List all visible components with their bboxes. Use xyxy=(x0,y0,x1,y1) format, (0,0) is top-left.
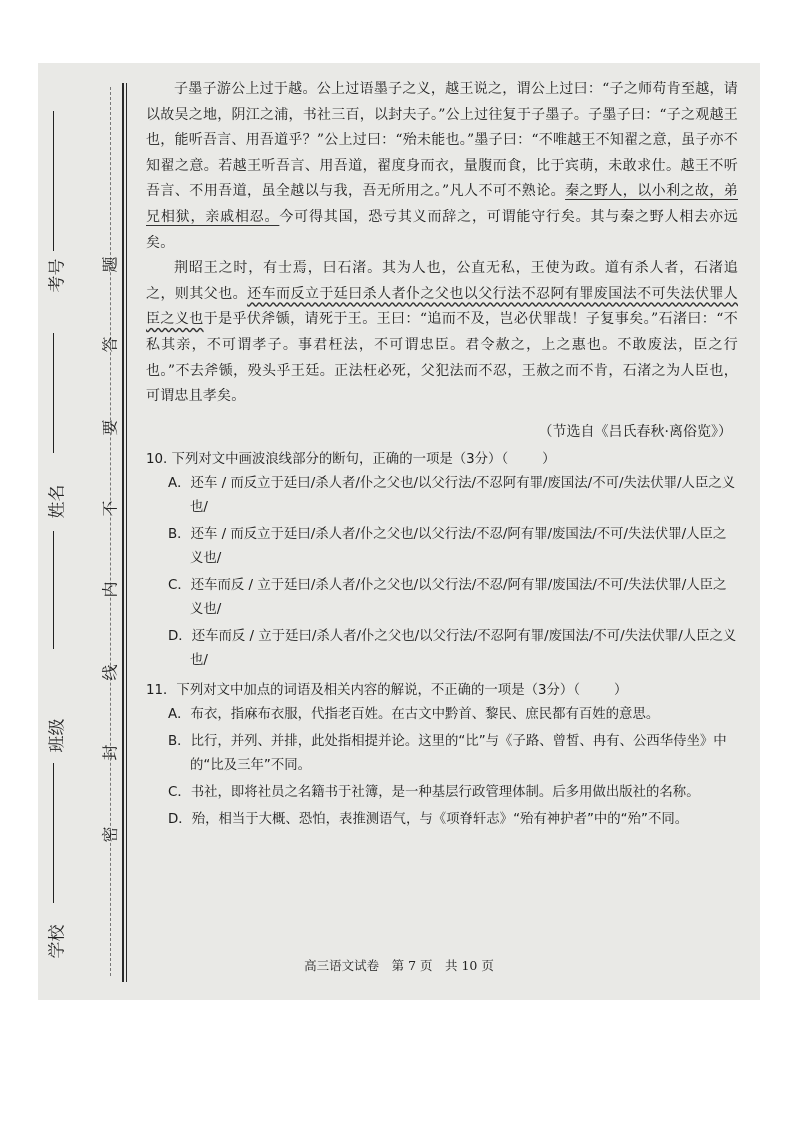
field-label-exam-number: 考号 xyxy=(47,258,68,293)
question-10-stem xyxy=(146,448,738,472)
question-10-option-d: D．还车而反 / 立于廷曰/杀人者/仆之父也/以父行法/不忍阿有罪/废国法/不可/失法伏罪/人臣之义也/ xyxy=(168,628,737,668)
passage-p2-wavy-underlined: 还车而反立于廷曰杀人者仆之父也以父行法不忍阿有罪废国法不可失法伏罪人臣之义也 xyxy=(146,285,738,328)
field-label-class: 班级 xyxy=(47,718,68,753)
question-11-option-d: D．殆，相当于大概、恐怕，表推测语气，与《项脊轩志》“殆有神护者”中的“殆”不同。 xyxy=(168,811,689,827)
exam-number-blank xyxy=(53,111,54,251)
seal-char-mi: 密 xyxy=(100,826,120,843)
gutter-border-line xyxy=(122,83,124,982)
question-10-option-b: B．还车 / 而反立于廷曰/杀人者/仆之父也/以父行法/不忍/阿有罪/废国法/不可/失法伏罪/人臣之义也/ xyxy=(168,526,727,566)
class-blank xyxy=(53,763,54,903)
question-11 xyxy=(146,679,738,832)
passage-p2-text-b: 于是乎伏斧锧，请死于王。王曰：“追而不及，岂必伏罪哉！子复事矣。”石渚曰：“不私其亲，不可谓孝子。事君枉法，不可谓忠臣。君令赦之，上之惠也。不敢废法，臣之行也。”不去斧锧，殁头乎王廷。正法枉必死，父犯法而不忍，王赦之而不肯，石渚之为人臣也，可谓忠且孝矣。 xyxy=(146,311,738,405)
question-10 xyxy=(146,448,738,673)
seal-char-da: 答 xyxy=(100,336,120,353)
passage-p1-text-b: 今可得其国，恐亏其义而辞之，可谓能守行矣。其与秦之野人相去亦远矣。 xyxy=(146,208,738,251)
passage-p1-underlined: 秦之野人，以小利之故，弟兄相狱，亲戚相忍。 xyxy=(146,183,738,225)
exam-number-blank-lower xyxy=(53,333,54,453)
gutter-border-line-thin xyxy=(126,83,127,982)
question-11-option-a: A．布衣，指麻布衣服，代指老百姓。在古文中黔首、黎民、庶民都有百姓的意思。 xyxy=(168,706,660,722)
question-11-option-c: C．书社，即将社员之名籍书于社簿，是一种基层行政管理体制。后多用做出版社的名称。 xyxy=(168,784,700,800)
exam-content xyxy=(146,77,738,832)
seal-char-bu: 不 xyxy=(100,500,120,517)
name-blank xyxy=(53,531,54,649)
passage-p1-text-a: 子墨子游公上过于越。公上过语墨子之义，越王说之，谓公上过曰：“子之师苟肯至越，请以故吴之地，阴江之浦，书社三百，以封夫子。”公上过往复于子墨子。子墨子曰：“子之观越王也，能听吾言、用吾道乎？”公上过曰：“殆未能也。”墨子曰：“不唯越王不知翟之意，虽子亦不知翟之意。若越王听吾言、用吾道，翟度身而衣，量腹而食，比于宾萌，未敢求仕。越王不听吾言、不用吾道，虽全越以与我，吾无所用之。”凡人不可不熟论。 xyxy=(146,81,738,200)
question-10-option-a: A．还车 / 而反立于廷曰/杀人者/仆之父也/以父行法/不忍阿有罪/废国法/不可/失法伏罪/人臣之义也/ xyxy=(168,475,736,515)
seal-char-feng: 封 xyxy=(100,744,120,761)
seal-dashed-line xyxy=(110,87,111,976)
page-footer: 高三语文试卷 第 7 页 共 10 页 xyxy=(304,958,494,973)
seal-char-nei: 内 xyxy=(100,581,120,598)
question-11-stem-text: 11．下列对文中加点的词语及相关内容的解说，不正确的一项是（3分）（ xyxy=(146,682,580,698)
question-11-stem xyxy=(146,679,738,703)
field-label-name: 姓名 xyxy=(47,484,68,519)
seal-char-ti: 题 xyxy=(100,256,120,273)
passage-paragraph-2 xyxy=(146,256,738,410)
seal-char-xian: 线 xyxy=(100,664,120,681)
question-11-stem-end: ） xyxy=(613,682,628,698)
passage-p2-text-a: 荆昭王之时，有士焉，曰石渚。其为人也，公直无私，王使为政。道有杀人者，石渚追之，则其父也。 xyxy=(146,260,738,302)
passage-paragraph-1 xyxy=(146,77,738,256)
passage-source: （节选自《吕氏春秋·离俗览》） xyxy=(538,423,732,440)
field-label-school: 学校 xyxy=(47,924,68,959)
reading-passage xyxy=(146,77,738,444)
question-10-stem-text: 10. 下列对文中画波浪线部分的断句，正确的一项是（3分）（ xyxy=(146,451,509,467)
question-11-option-b: B．比行，并列、并排，此处指相提并论。这里的“比”与《子路、曾皙、冉有、公西华侍坐》中的“比及三年”不同。 xyxy=(168,733,727,773)
exam-page xyxy=(38,63,760,1000)
question-10-stem-end: ） xyxy=(542,451,556,467)
seal-char-yao: 要 xyxy=(100,419,120,436)
question-10-option-c: C．还车而反 / 立于廷曰/杀人者/仆之父也/以父行法/不忍/阿有罪/废国法/不可/失法伏罪/人臣之义也/ xyxy=(168,577,727,617)
